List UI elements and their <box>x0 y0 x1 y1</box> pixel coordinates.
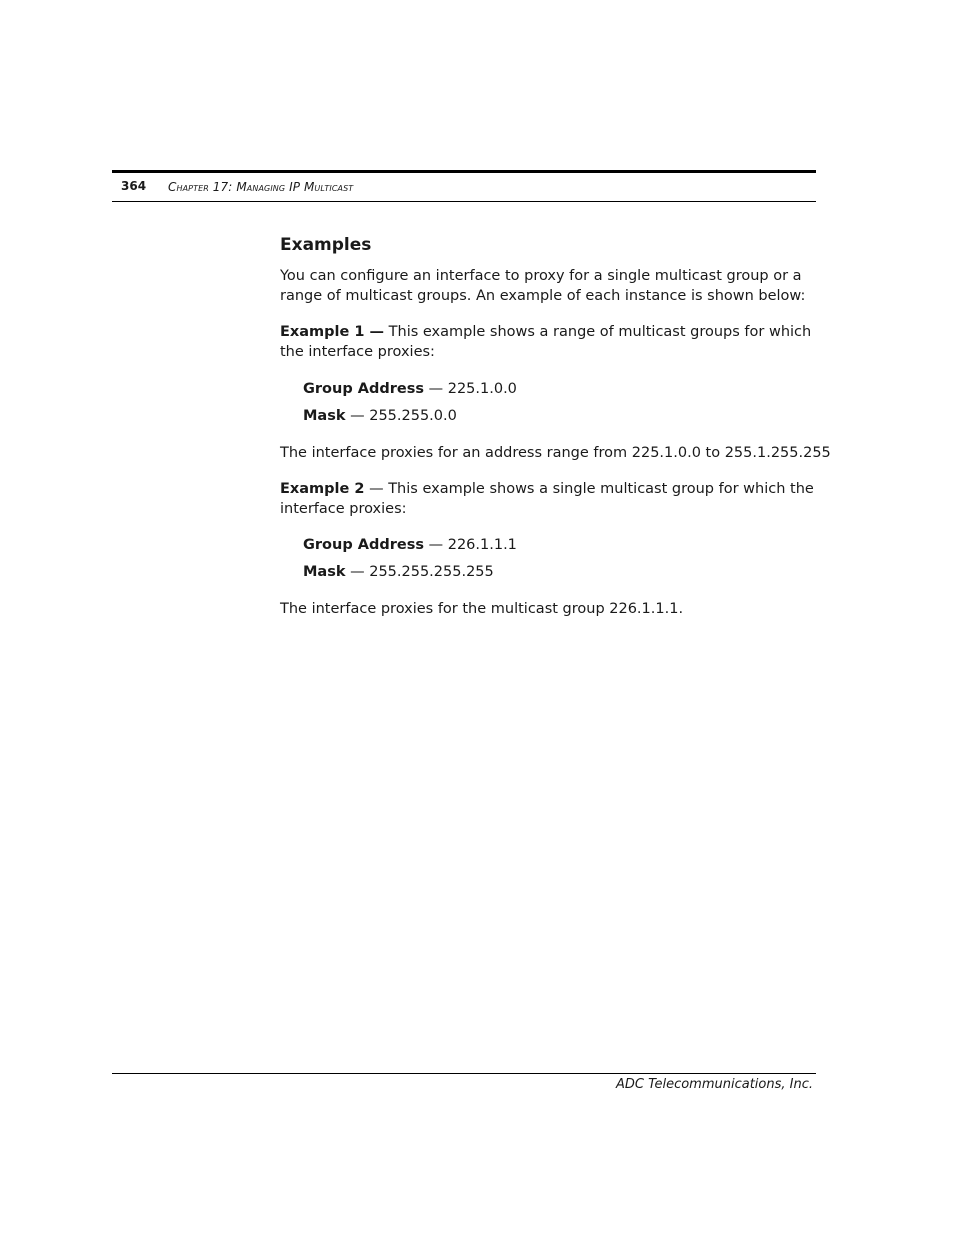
example-1-paragraph <box>280 322 820 362</box>
mask-label: Mask <box>303 564 346 580</box>
example-2-paragraph <box>280 479 820 519</box>
footer-rule <box>112 1073 816 1074</box>
section-heading: Examples <box>280 235 372 255</box>
example-2-result: The interface proxies for the multicast group 226.1.1.1. <box>280 601 684 617</box>
group-address-label: Group Address <box>303 381 424 397</box>
mask-value: — 255.255.0.0 <box>345 408 457 424</box>
main-content <box>280 232 831 619</box>
chapter-title: Chapter 17: Managing IP Multicast <box>168 180 354 194</box>
example-1-label: Example 1 — <box>280 324 385 340</box>
group-address-value: — 225.1.0.0 <box>424 381 517 397</box>
intro-paragraph: You can configure an interface to proxy for a single multicast group or a range of multicast groups. An example of each instance is shown below: <box>280 268 806 304</box>
mask-label: Mask <box>303 408 346 424</box>
group-address-label: Group Address <box>303 537 424 553</box>
example-2-label: Example 2 <box>280 481 365 497</box>
header-rule-top <box>112 170 816 173</box>
group-address-value: — 226.1.1.1 <box>424 537 517 553</box>
example-2-text: — This example shows a single multicast group for which the interface proxies: <box>280 481 814 517</box>
example-2-mask <box>280 562 820 582</box>
example-2-group-address <box>280 535 820 555</box>
example-1-mask <box>280 406 820 426</box>
header-rule-bottom <box>112 201 816 202</box>
example-1-result: The interface proxies for an address range from 225.1.0.0 to 255.1.255.255 <box>280 445 831 461</box>
footer-company: ADC Telecommunications, Inc. <box>616 1077 813 1092</box>
example-1-group-address <box>280 379 820 399</box>
example-1-text: This example shows a range of multicast groups for which the interface proxies: <box>280 324 812 360</box>
page-number: 364 <box>121 179 147 193</box>
mask-value: — 255.255.255.255 <box>345 564 494 580</box>
